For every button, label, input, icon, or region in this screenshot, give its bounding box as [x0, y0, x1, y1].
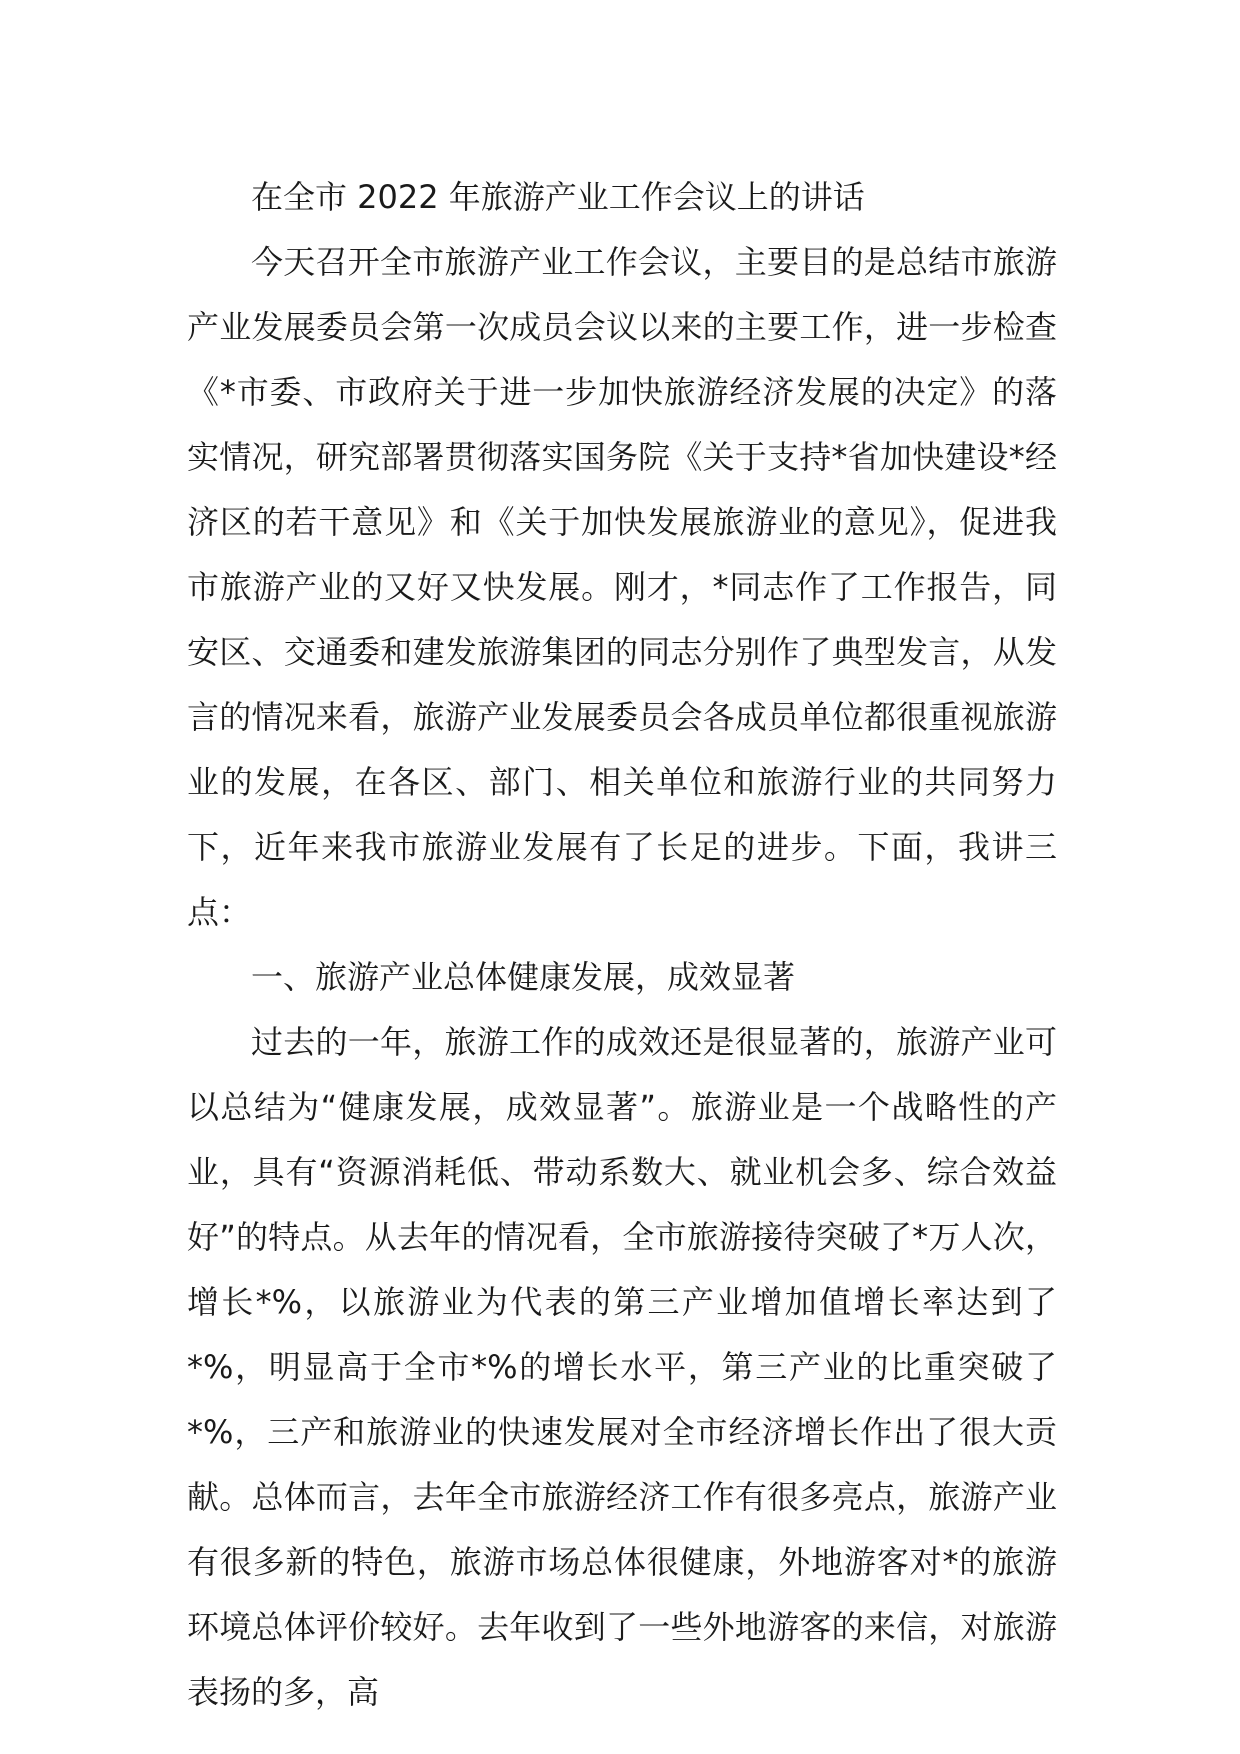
document-title: 在全市 2022 年旅游产业工作会议上的讲话	[251, 178, 865, 216]
section-heading: 一、旅游产业总体健康发展，成效显著	[251, 958, 796, 996]
intro-paragraph: 今天召开全市旅游产业工作会议，主要目的是总结市旅游产业发展委员会第一次成员会议以来的主要工作，进一步检查《*市委、市政府关于进一步加快旅游经济发展的决定》的落实情况，研究部署贯彻落实国务院《关于支持*省加快建设*经济区的若干意见》和《关于加快发展旅游业的意见》，促进我市旅游产业的又好又快发展。刚才，*同志作了工作报告，同安区、交通委和建发旅游集团的同志分别作了典型发言，从发言的情况来看，旅游产业发展委员会各成员单位都很重视旅游业的发展，在各区、部门、相关单位和旅游行业的共同努力下，近年来我市旅游业发展有了长足的进步。下面，我讲三点：	[187, 243, 1057, 931]
document-body	[187, 165, 1057, 1725]
body-paragraph: 过去的一年，旅游工作的成效还是很显著的，旅游产业可以总结为“健康发展，成效显著”。旅游业是一个战略性的产业，具有“资源消耗低、带动系数大、就业机会多、综合效益好”的特点。从去年的情况看，全市旅游接待突破了*万人次，增长*%，以旅游业为代表的第三产业增加值增长率达到了*%，明显高于全市*%的增长水平，第三产业的比重突破了*%，三产和旅游业的快速发展对全市经济增长作出了很大贡献。总体而言，去年全市旅游经济工作有很多亮点，旅游产业有很多新的特色，旅游市场总体很健康，外地游客对*的旅游环境总体评价较好。去年收到了一些外地游客的来信，对旅游表扬的多，高	[187, 1023, 1057, 1711]
